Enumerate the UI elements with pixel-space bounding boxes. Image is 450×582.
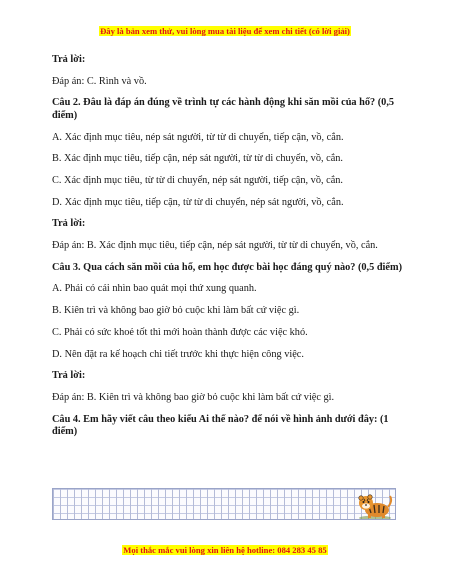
question-3-option-a: A. Phải có cái nhìn bao quát mọi thứ xung quanh. xyxy=(52,283,257,295)
answer-label: Trả lời: xyxy=(52,218,86,230)
question-2-option-b: B. Xác định mục tiêu, tiếp cận, nép sát người, từ từ di chuyển, vồ, cắn. xyxy=(52,153,343,165)
question-3-option-b: B. Kiên trì và không bao giờ bỏ cuộc khi làm bất cứ việc gì. xyxy=(52,305,300,317)
answer-text: Đáp án: B. Xác định mục tiêu, tiếp cận, nép sát người, từ từ di chuyển, vồ, cắn. xyxy=(52,240,378,252)
document-body xyxy=(52,54,404,448)
tiger-illustration-icon xyxy=(355,489,393,520)
question-3-option-c: C. Phải có sức khoẻ tốt thì mới hoàn thành được các việc khó. xyxy=(52,326,308,338)
question-2-option-a: A. Xác định mục tiêu, nép sát người, từ từ di chuyển, tiếp cận, vồ, cắn. xyxy=(52,131,344,143)
answer-text: Đáp án: B. Kiên trì và không bao giờ bỏ cuộc khi làm bất cứ việc gì. xyxy=(52,391,335,403)
answer-text: Đáp án: C. Rình và vồ. xyxy=(52,75,147,87)
preview-banner-text: Đây là bản xem thử, vui lòng mua tài liệu để xem chi tiết (có lời giải) xyxy=(100,26,350,36)
answer-label: Trả lời: xyxy=(52,54,86,65)
hotline-banner xyxy=(0,545,450,555)
hotline-banner-text: Mọi thắc mắc vui lòng xin liên hệ hotline: 084 283 45 85 xyxy=(123,545,327,555)
question-2-option-c: C. Xác định mục tiêu, từ từ di chuyển, nép sát người, tiếp cận, vồ, cắn. xyxy=(52,174,343,186)
question-3-option-d: D. Nên đặt ra kế hoạch chi tiết trước khi thực hiện công việc. xyxy=(52,348,304,360)
question-2-option-d: D. Xác định mục tiêu, tiếp cận, từ từ di chuyển, nép sát người, vồ, cắn. xyxy=(52,196,344,208)
question-3-title: Câu 3. Qua cách săn mồi của hổ, em học được bài học đáng quý nào? (0,5 điểm) xyxy=(52,261,402,273)
question-4-title: Câu 4. Em hãy viết câu theo kiểu Ai thế nào? để nói về hình ảnh dưới đây: (1 điểm) xyxy=(52,413,389,438)
answer-label: Trả lời: xyxy=(52,370,86,382)
question-2-title: Câu 2. Đâu là đáp án đúng về trình tự các hành động khi săn mồi của hổ? (0,5 điểm) xyxy=(52,97,395,121)
writing-grid xyxy=(52,488,396,520)
preview-banner xyxy=(0,26,450,36)
